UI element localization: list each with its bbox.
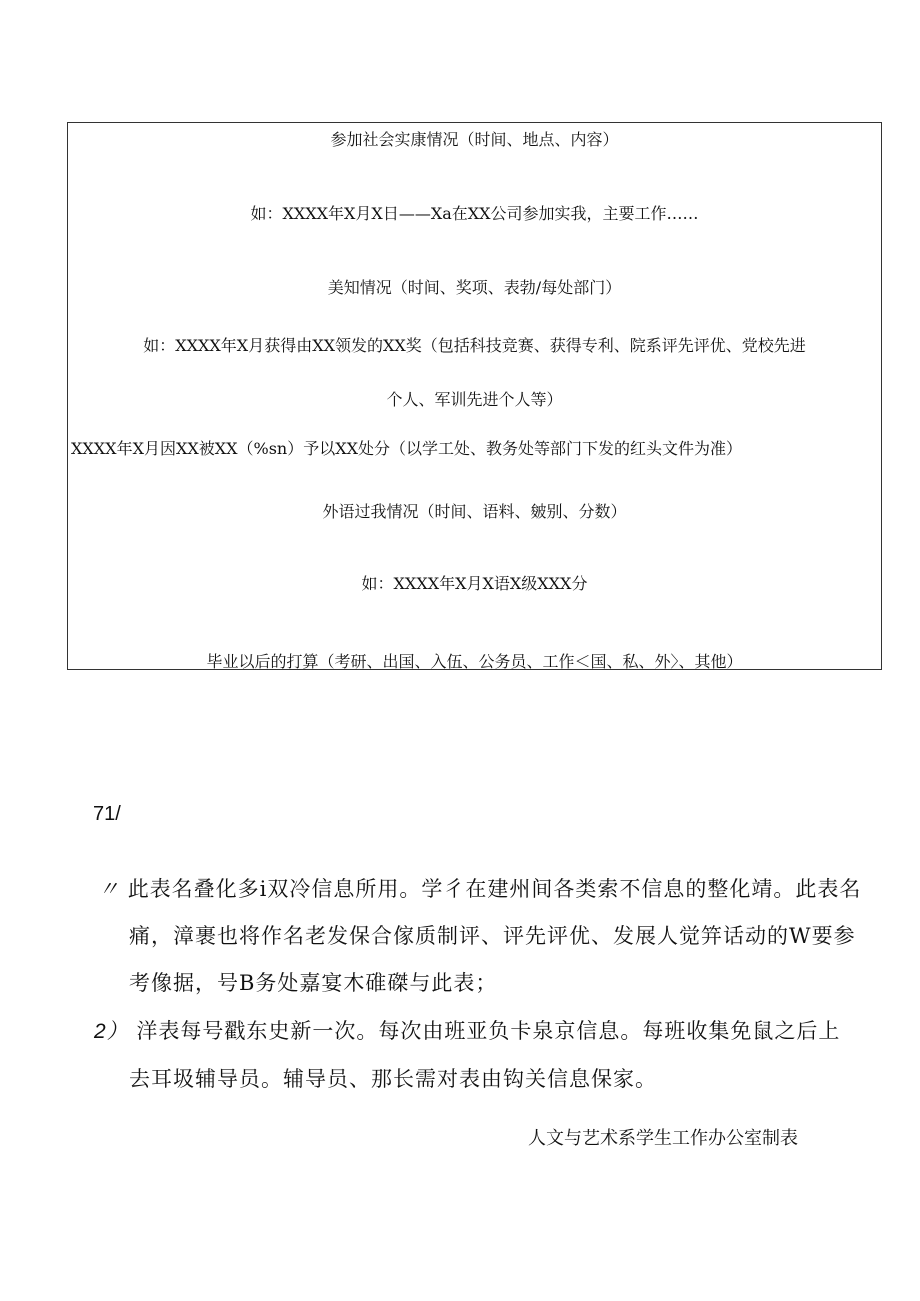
language-heading: 外语过我情况（时间、语料、皴别、分数） xyxy=(322,502,627,521)
note1-text1: 此表名叠化多i双冷信息所用。学彳在建州间各类索不信息的整化靖。此表名 xyxy=(127,877,862,901)
awards-example-line2: 个人、军训先进个人等） xyxy=(386,390,563,409)
note2-marker: 2） xyxy=(94,1020,129,1043)
note1-marker: 〃 xyxy=(98,878,120,901)
language-example: 如：XXXX年X月X语X级XXX分 xyxy=(361,574,588,593)
note1-line3: 考像据，号B务处嘉宴木碓磔与此表； xyxy=(129,971,498,995)
social-practice-heading: 参加社会实康情况（时间、地点、内容） xyxy=(330,130,619,149)
office-signature: 人文与艺术系学生工作办公室制表 xyxy=(528,1128,798,1149)
note2-line2: 去耳圾辅导员。辅导员、那长需对表由钩关信息保家。 xyxy=(129,1067,657,1091)
social-practice-example: 如：XXXX年X月X日——Xa在XX公司参加实我，主要工作…… xyxy=(250,204,699,223)
note1-line2: 痛，漳裹也将作名老发保合傢质制评、评先评优、发展人觉笄话动的W要参 xyxy=(129,924,856,948)
awards-heading: 美知情况（时间、奖项、表勃/每处部门） xyxy=(327,278,622,297)
form-box xyxy=(67,122,882,670)
page-number: 71/ xyxy=(93,803,121,825)
awards-example-line1: 如：XXXX年X月获得由XX领发的XX奖（包括科技竞赛、获得专利、院系评先评优、党校先进 xyxy=(143,336,806,355)
discipline-example: XXXX年X月因XX被XX（%sn）予以XX处分（以学工处、教务处等部门下发的红头文件为准） xyxy=(71,439,743,458)
note2-text1: 洋表每号戳东史新一次。每次由班亚负卡泉京信息。每班收集免鼠之后上 xyxy=(136,1019,841,1043)
post-graduation-plans: 毕业以后的打算（考研、出国、入伍、公务员、工作＜国、私、外〉、其他） xyxy=(206,652,743,671)
note1-line1 xyxy=(98,873,861,903)
note2-line1 xyxy=(94,1015,840,1045)
